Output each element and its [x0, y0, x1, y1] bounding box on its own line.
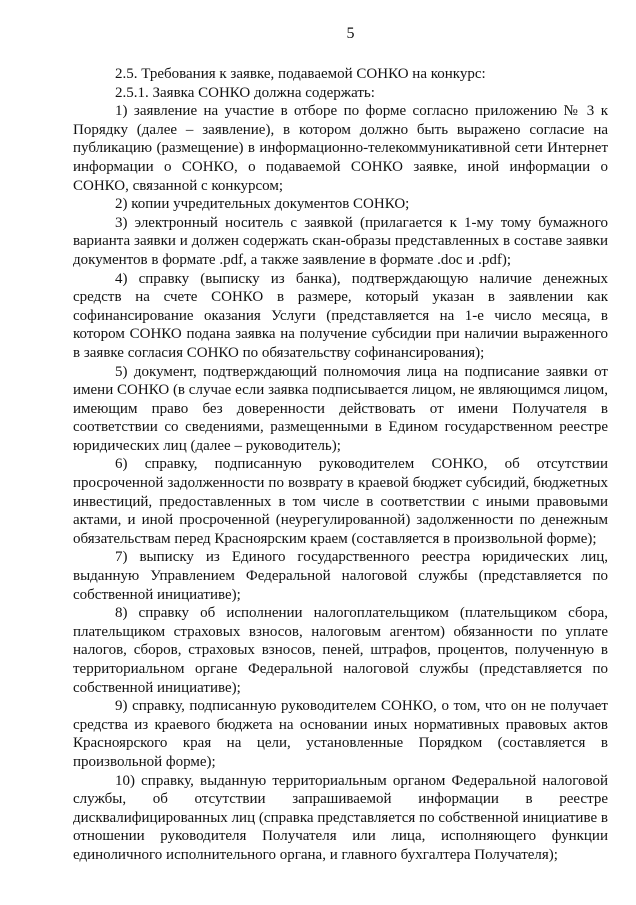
list-item-3: 3) электронный носитель с заявкой (прилагается к 1-му тому бумажного варианта заявки и должен содержать скан-образы представленных в составе заявки документов в формате .pdf, а также заявление в формате .doc и .pdf); [73, 214, 608, 268]
list-item-8: 8) справку об исполнении налогоплательщиком (плательщиком сбора, плательщиком страховых взносов, налоговым агентом) обязанности по уплате налогов, сборов, страховых взносов, пеней, штрафов, процентов, полученную в территориальном органе Федеральной налоговой службы (представляется по собственной инициативе); [73, 605, 608, 696]
subsection-heading: 2.5.1. Заявка СОНКО должна содержать: [115, 84, 375, 101]
list-item-5: 5) документ, подтверждающий полномочия лица на подписание заявки от имени СОНКО (в случае если заявка подписывается лицом, не являющимся лицом, имеющим право без доверенности действовать от имени Получателя в соответствии со сведениями, размещенными в Едином государственном реестре юридических лиц (далее – руководитель); [73, 363, 608, 454]
list-item-2: 2) копии учредительных документов СОНКО; [115, 196, 410, 213]
section-heading: 2.5. Требования к заявке, подаваемой СОНКО на конкурс: [115, 66, 486, 82]
list-item-7: 7) выписку из Единого государственного реестра юридических лиц, выданную Управлением Федеральной налоговой службы (представляется по собственной инициативе); [73, 549, 608, 603]
page-number: 5 [346, 25, 355, 42]
document-body [73, 65, 608, 865]
list-item-1: 1) заявление на участие в отборе по форме согласно приложению № 3 к Порядку (далее – заявление), в котором должно быть выражено согласие на публикацию (размещение) в информационно-телекоммуникативной сети Интернет информации о СОНКО, о подаваемой СОНКО заявке, иной информации о СОНКО, связанной с конкурсом; [73, 103, 608, 194]
list-item-4: 4) справку (выписку из банка), подтверждающую наличие денежных средств на счете СОНКО в размере, который указан в заявлении как софинансирование оказания Услуги (представляется на 1-е число месяца, в котором СОНКО подана заявка на получение субсидии при наличии выраженного в заявке согласия СОНКО по обязательству софинансирования); [73, 270, 608, 361]
list-item-10: 10) справку, выданную территориальным органом Федеральной налоговой службы, об отсутствии запрашиваемой информации в реестре дисквалифицированных лиц (справка представляется по собственной инициативе в отношении руководителя Получателя или лица, исполняющего функции единоличного исполнительного органа, и главного бухгалтера Получателя); [73, 772, 608, 863]
list-item-9: 9) справку, подписанную руководителем СОНКО, о том, что он не получает средства из краевого бюджета на основании иных нормативных правовых актов Красноярского края на цели, установленные Порядком (составляется в произвольной форме); [73, 698, 608, 770]
list-item-6: 6) справку, подписанную руководителем СОНКО, об отсутствии просроченной задолженности по возврату в краевой бюджет субсидий, бюджетных инвестиций, предоставленных в том числе в соответствии с иными правовыми актами, и иной просроченной (неурегулированной) задолженности по денежным обязательствам перед Красноярским краем (составляется в произвольной форме); [73, 456, 608, 547]
